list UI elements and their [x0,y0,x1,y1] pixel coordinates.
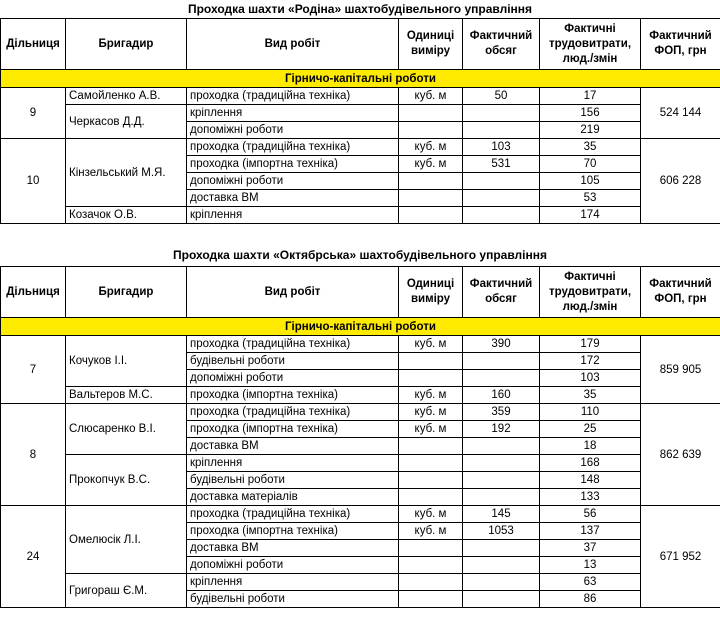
brigadier-name: Козачок О.В. [66,207,187,224]
labor: 172 [540,353,641,370]
section-number: 24 [1,506,66,608]
volume [463,173,540,190]
unit: куб. м [399,506,463,523]
header-brigadier: Бригадир [66,267,187,318]
work-type: будівельні роботи [187,353,399,370]
header-work: Вид робіт [187,19,399,70]
table2 [0,266,720,608]
volume [463,122,540,139]
payroll: 671 952 [641,506,720,608]
unit: куб. м [399,421,463,438]
labor: 103 [540,370,641,387]
labor: 63 [540,574,641,591]
labor: 18 [540,438,641,455]
payroll: 524 144 [641,88,720,139]
header-work: Вид робіт [187,267,399,318]
labor: 17 [540,88,641,105]
work-type: проходка (імпортна техніка) [187,156,399,173]
volume [463,591,540,608]
labor: 105 [540,173,641,190]
labor: 219 [540,122,641,139]
labor: 35 [540,387,641,404]
volume [463,207,540,224]
volume [463,574,540,591]
labor: 179 [540,336,641,353]
brigadier-name: Слюсаренко В.І. [66,404,187,455]
table1-header-row [1,19,720,70]
labor: 70 [540,156,641,173]
volume: 390 [463,336,540,353]
unit: куб. м [399,336,463,353]
volume [463,489,540,506]
header-brigadier: Бригадир [66,19,187,70]
volume [463,455,540,472]
labor: 37 [540,540,641,557]
work-type: доставка ВМ [187,540,399,557]
table-row [1,455,720,472]
header-section: Дільниця [1,267,66,318]
unit [399,370,463,387]
brigadier-name: Кочуков І.І. [66,336,187,387]
section-number: 7 [1,336,66,404]
volume: 531 [463,156,540,173]
volume [463,190,540,207]
labor: 35 [540,139,641,156]
table1-title: Проходка шахти «Родіна» шахтобудівельного управління [187,2,533,16]
labor: 174 [540,207,641,224]
labor: 168 [540,455,641,472]
unit: куб. м [399,523,463,540]
unit [399,540,463,557]
table2-header-row [1,267,720,318]
header-labor: Фактичні трудовитрати, люд./змін [540,267,641,318]
volume: 50 [463,88,540,105]
brigadier-name: Григораш Є.М. [66,574,187,608]
brigadier-name: Прокопчук В.С. [66,455,187,506]
work-type: кріплення [187,105,399,122]
unit: куб. м [399,387,463,404]
unit [399,489,463,506]
unit [399,574,463,591]
header-payroll: Фактичний ФОП, грн [641,19,720,70]
volume [463,540,540,557]
payroll: 862 639 [641,404,720,506]
section-number: 8 [1,404,66,506]
labor: 156 [540,105,641,122]
labor: 148 [540,472,641,489]
brigadier-name: Кінзельський М.Я. [66,139,187,207]
volume: 160 [463,387,540,404]
labor: 56 [540,506,641,523]
section-number: 9 [1,88,66,139]
volume: 192 [463,421,540,438]
volume [463,370,540,387]
unit [399,591,463,608]
unit [399,190,463,207]
payroll: 606 228 [641,139,720,224]
labor: 110 [540,404,641,421]
table-row [1,574,720,591]
volume [463,438,540,455]
labor: 13 [540,557,641,574]
table-row [1,387,720,404]
table-row [1,506,720,523]
payroll: 859 905 [641,336,720,404]
work-type: кріплення [187,574,399,591]
unit [399,173,463,190]
header-unit: Одиниці виміру [399,267,463,318]
header-volume: Фактичний обсяг [463,267,540,318]
unit: куб. м [399,88,463,105]
table-row [1,404,720,421]
unit: куб. м [399,404,463,421]
labor: 53 [540,190,641,207]
section-band [1,318,720,336]
labor: 86 [540,591,641,608]
work-type: проходка (імпортна техніка) [187,421,399,438]
work-type: доставка матеріалів [187,489,399,506]
unit [399,105,463,122]
work-type: допоміжні роботи [187,173,399,190]
work-type: будівельні роботи [187,591,399,608]
work-type: проходка (традиційна техніка) [187,336,399,353]
work-type: доставка ВМ [187,190,399,207]
unit [399,207,463,224]
volume: 1053 [463,523,540,540]
table-row [1,88,720,105]
header-payroll: Фактичний ФОП, грн [641,267,720,318]
header-labor: Фактичні трудовитрати, люд./змін [540,19,641,70]
volume [463,472,540,489]
unit [399,122,463,139]
work-type: допоміжні роботи [187,122,399,139]
work-type: кріплення [187,455,399,472]
volume: 145 [463,506,540,523]
work-type: допоміжні роботи [187,557,399,574]
table1 [0,18,720,224]
work-type: проходка (традиційна техніка) [187,139,399,156]
section-band [1,70,720,88]
unit: куб. м [399,156,463,173]
volume: 103 [463,139,540,156]
volume [463,557,540,574]
volume: 359 [463,404,540,421]
table-row [1,207,720,224]
section-label: Гірничо-капітальні роботи [1,318,720,336]
unit [399,455,463,472]
header-section: Дільниця [1,19,66,70]
unit [399,557,463,574]
table-row [1,139,720,156]
table-row [1,336,720,353]
section-label: Гірничо-капітальні роботи [1,70,720,88]
labor: 133 [540,489,641,506]
work-type: проходка (традиційна техніка) [187,88,399,105]
unit [399,472,463,489]
section-number: 10 [1,139,66,224]
work-type: проходка (імпортна техніка) [187,523,399,540]
unit [399,353,463,370]
unit [399,438,463,455]
work-type: кріплення [187,207,399,224]
table-row [1,105,720,122]
work-type: доставка ВМ [187,438,399,455]
brigadier-name: Вальтеров М.С. [66,387,187,404]
work-type: будівельні роботи [187,472,399,489]
work-type: проходка (традиційна техніка) [187,404,399,421]
brigadier-name: Черкасов Д.Д. [66,105,187,139]
brigadier-name: Самойленко А.В. [66,88,187,105]
labor: 25 [540,421,641,438]
work-type: допоміжні роботи [187,370,399,387]
volume [463,353,540,370]
work-type: проходка (імпортна техніка) [187,387,399,404]
volume [463,105,540,122]
work-type: проходка (традиційна техніка) [187,506,399,523]
unit: куб. м [399,139,463,156]
header-volume: Фактичний обсяг [463,19,540,70]
brigadier-name: Омелюсік Л.І. [66,506,187,574]
header-unit: Одиниці виміру [399,19,463,70]
labor: 137 [540,523,641,540]
table2-title: Проходка шахти «Октябрська» шахтобудівельного управління [172,248,548,262]
